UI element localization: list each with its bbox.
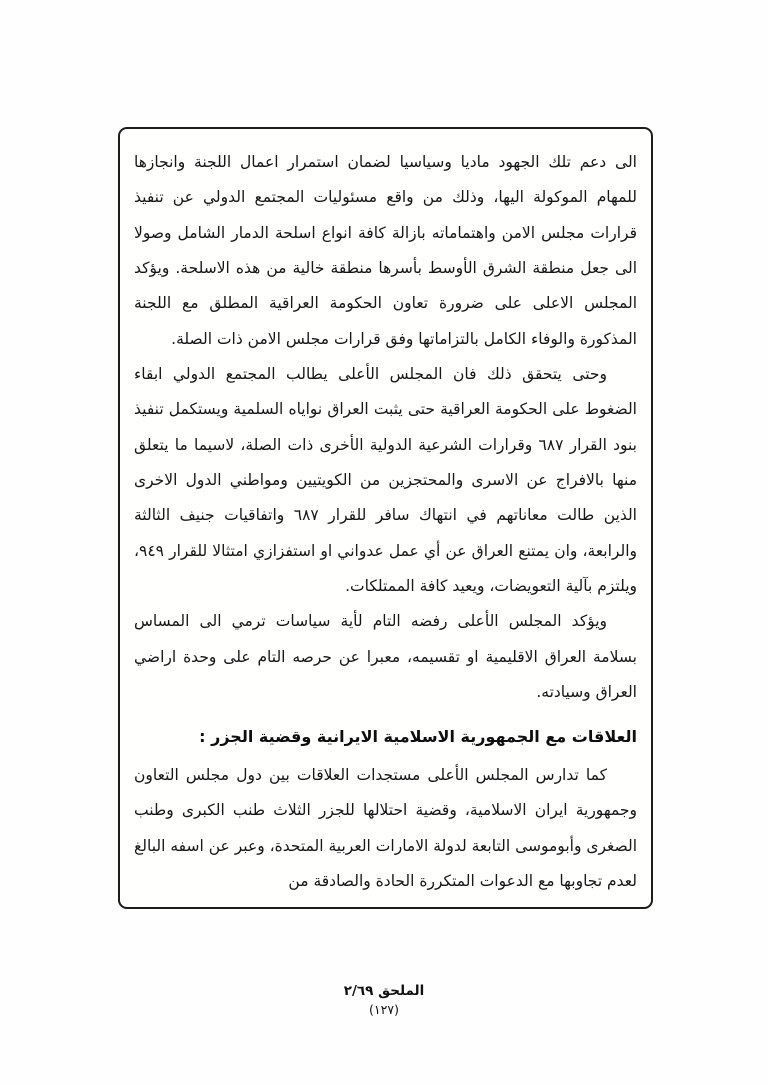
page-border-frame (118, 127, 653, 909)
paragraph: كما تدارس المجلس الأعلى مستجدات العلاقات بين دول مجلس التعاون وجمهورية ايران الاسلامية، وقضية احتلالها للجزر الثلاث طنب الكبرى وطنب الصغرى وأبوموسى التابعة لدولة الامارات العربية المتحدة، وعبر عن اسفه البالغ لعدم تجاوبها مع الدعوات المتكررة الحادة والصادقة من (134, 765, 637, 890)
paragraph-continuation: الى دعم تلك الجهود ماديا وسياسيا لضمان استمرار اعمال اللجنة وانجازها للمهام الموكولة اليها، وذلك من واقع مسئوليات المجتمع الدولي عن تنفيذ قرارات مجلس الامن واهتماماته بازالة كافة انواع اسلحة الدمار الشامل وصولا الى جعل منطقة الشرق الأوسط بأسرها منطقة خالية من هذه الاسلحة. ويؤكد المجلس الاعلى على ضرورة تعاون الحكومة العراقية المطلق مع اللجنة المذكورة والوفاء الكامل بالتزاماتها وفق قرارات مجلس الامن ذات الصلة. (134, 153, 637, 348)
paragraph: وحتى يتحقق ذلك فان المجلس الأعلى يطالب المجتمع الدولي ابقاء الضغوط على الحكومة العراقية حتى يثبت العراق نواياه السلمية ويستكمل تنفيذ بنود القرار ٦٨٧ وقرارات الشرعية الدولية الأخرى ذات الصلة، لاسيما ما يتعلق منها بالافراج عن الاسرى والمحتجزين من الكويتيين ومواطني الدول الاخرى الذين طالت معاناتهم في انتهاك سافر للقرار ٦٨٧ واتفاقيات جنيف الثالثة والرابعة، وان يمتنع العراق عن أي عمل عدواني او استفزازي امتثالا للقرار ٩٤٩، ويلتزم بآلية التعويضات، ويعيد كافة الممتلكات. (134, 364, 637, 595)
page-footer (0, 981, 768, 1020)
section-heading: العلاقات مع الجمهورية الاسلامية الايرانية وقضية الجزر : (199, 727, 637, 747)
attachment-label: الملحق ٢/٦٩ (343, 983, 425, 999)
paragraph: ويؤكد المجلس الأعلى رفضه التام لأية سياسات ترمي الى المساس بسلامة العراق الاقليمية او تقسيمه، معبرا عن حرصه التام على وحدة اراضي العراق وسيادته. (134, 612, 637, 701)
page-number: (١٢٧) (369, 1002, 399, 1018)
